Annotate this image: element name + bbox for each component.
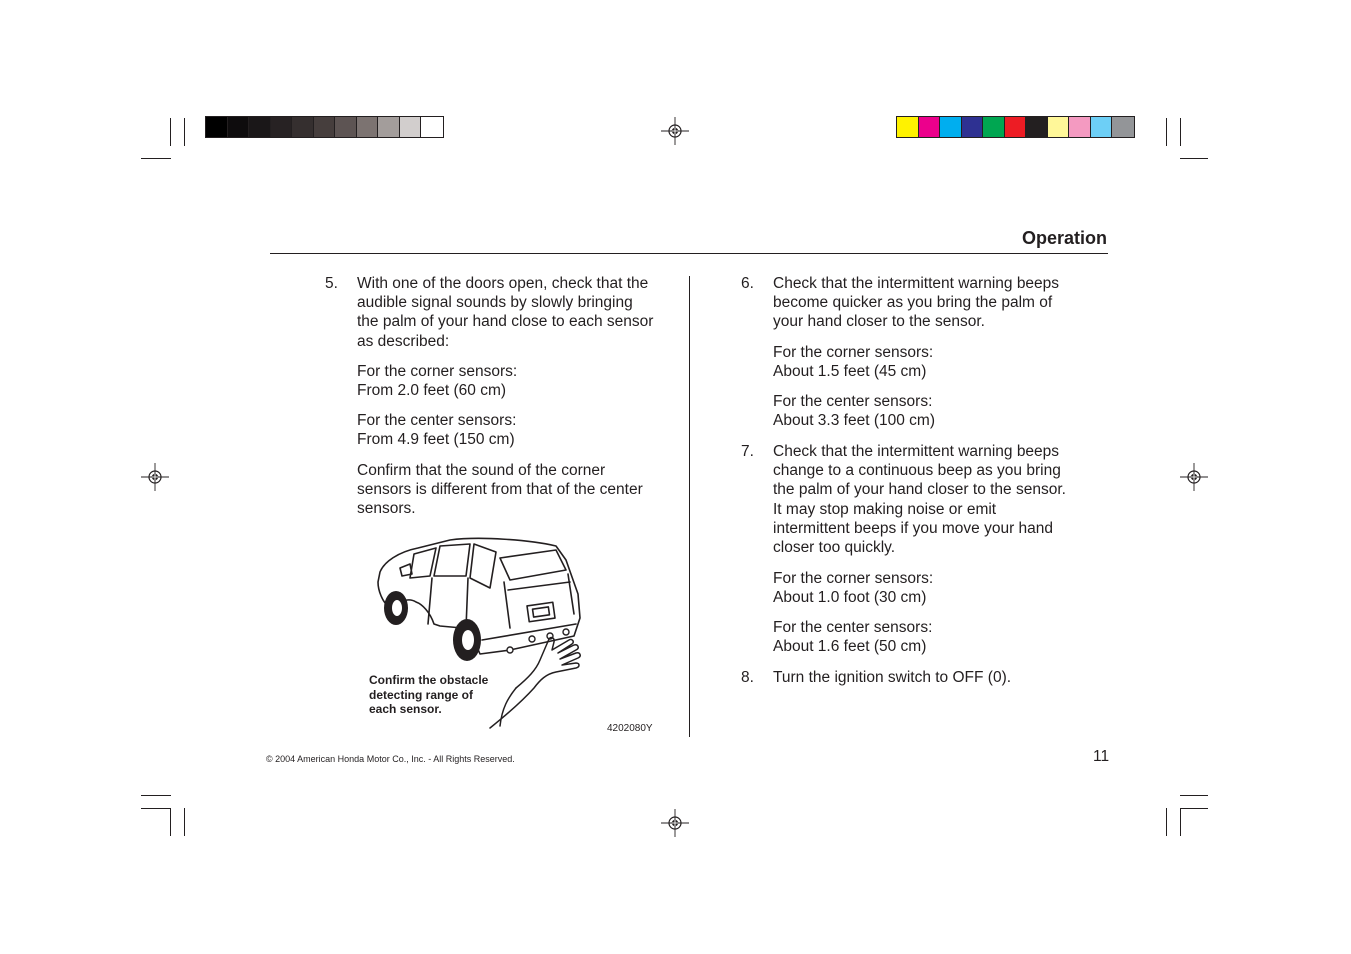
color-swatch — [228, 117, 250, 137]
header-rule — [270, 253, 1108, 254]
color-swatch — [940, 117, 962, 137]
page-number: 11 — [1093, 748, 1110, 765]
color-swatch — [897, 117, 919, 137]
step-6-text: Check that the intermittent warning beeps become quicker as you bring the palm of your hand closer to the sensor. — [773, 275, 1060, 331]
color-swatch — [1005, 117, 1027, 137]
figure-id: 4202080Y — [607, 723, 653, 734]
color-swatch — [206, 117, 228, 137]
color-swatch — [292, 117, 314, 137]
color-swatch — [421, 117, 443, 137]
color-swatch — [983, 117, 1005, 137]
step-5-text: With one of the doors open, check that the audible signal sounds by slowly bringing the palm of your hand close to each sensor as described: — [357, 275, 654, 350]
corner-sensor-range: For the corner sensors: About 1.5 feet (45 cm) — [773, 344, 934, 381]
color-swatch — [378, 117, 400, 137]
figure-caption: Confirm the obstacle detecting range of each sensor. — [369, 673, 489, 716]
color-swatch — [271, 117, 293, 137]
registration-mark-icon — [141, 463, 169, 491]
color-swatch — [1091, 117, 1113, 137]
step-number: 5. — [325, 275, 338, 292]
center-sensor-range: For the center sensors: About 3.3 feet (100 cm) — [773, 393, 935, 430]
step-number: 6. — [741, 275, 754, 292]
color-swatch — [962, 117, 984, 137]
registration-mark-icon — [661, 809, 689, 837]
color-swatch — [1069, 117, 1091, 137]
column-divider — [689, 276, 690, 737]
color-swatch — [400, 117, 422, 137]
color-swatch — [1048, 117, 1070, 137]
process-color-bar — [896, 116, 1135, 138]
color-swatch — [919, 117, 941, 137]
registration-mark-icon — [661, 117, 689, 145]
color-swatch — [1112, 117, 1134, 137]
step-8-text: Turn the ignition switch to OFF (0). — [773, 669, 1012, 686]
step-7-text: Check that the intermittent warning beeps change to a continuous beep as you bring the palm of your hand closer to the sensor. It may stop making noise or emit intermittent beeps if you move your hand closer too quickly. — [773, 443, 1066, 557]
color-swatch — [314, 117, 336, 137]
step-number: 7. — [741, 443, 754, 460]
step-number: 8. — [741, 669, 754, 686]
registration-mark-icon — [1180, 463, 1208, 491]
confirm-sound-note: Confirm that the sound of the corner sensors is different from that of the center sensors. — [357, 462, 643, 518]
corner-sensor-range: For the corner sensors: From 2.0 feet (60 cm) — [357, 363, 518, 400]
section-title: Operation — [1021, 228, 1107, 248]
center-sensor-range: For the center sensors: From 4.9 feet (150 cm) — [357, 412, 517, 449]
color-swatch — [1026, 117, 1048, 137]
color-swatch — [335, 117, 357, 137]
copyright-notice: © 2004 American Honda Motor Co., Inc. - All Rights Reserved. — [266, 754, 515, 764]
corner-sensor-range: For the corner sensors: About 1.0 foot (30 cm) — [773, 570, 934, 607]
grayscale-color-bar — [205, 116, 444, 138]
center-sensor-range: For the center sensors: About 1.6 feet (50 cm) — [773, 619, 933, 656]
color-swatch — [249, 117, 271, 137]
color-swatch — [357, 117, 379, 137]
